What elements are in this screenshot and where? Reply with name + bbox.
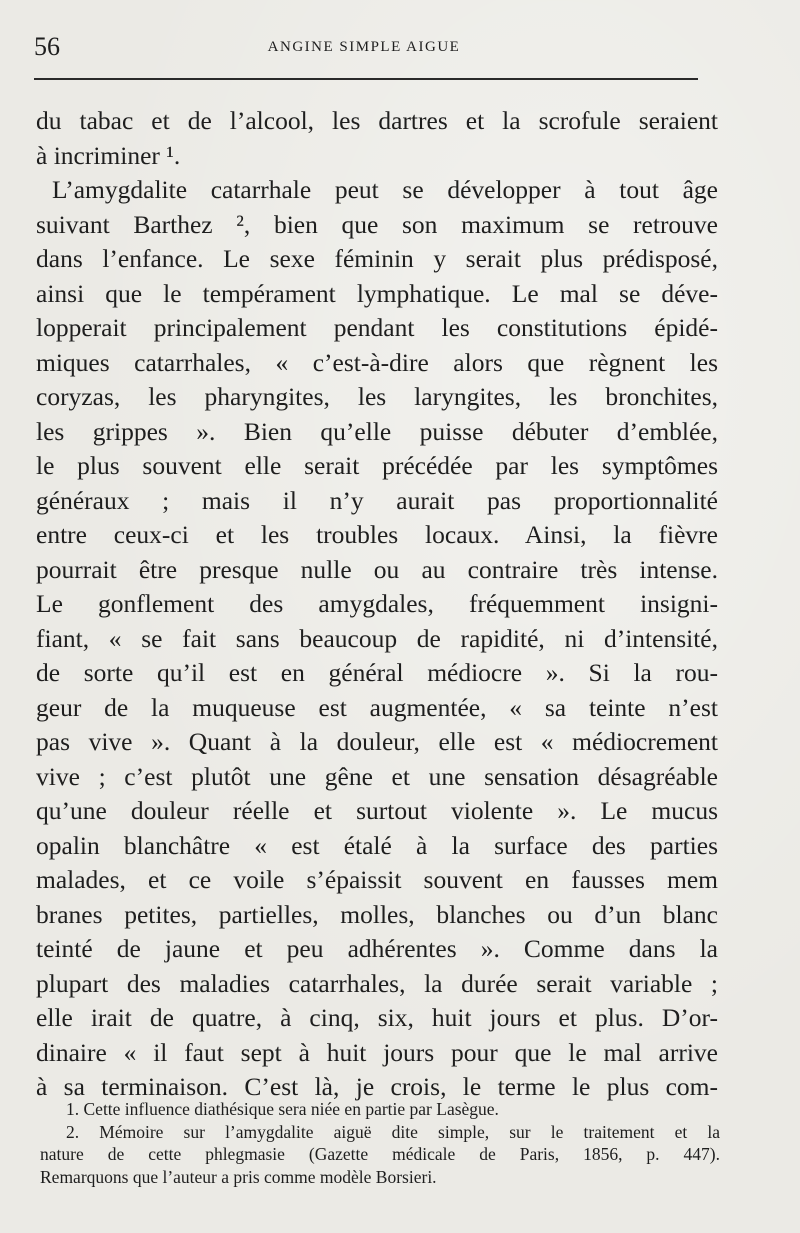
text-line: ainsi que le tempérament lymphatique. Le mal se déve- [36,278,718,308]
text-line: lopperait principalement pendant les constitutions épidé- [36,313,718,342]
header-rule [34,78,698,80]
text-line: geur de la muqueuse est augmentée, « sa teinte n’est [36,692,718,722]
footnote-2-continued: nature de cette phlegmasie (Gazette médicale de Paris, 1856, p. 447). [40,1144,720,1164]
text-line: miques catarrhales, « c’est-à-dire alors que règnent les [36,347,718,377]
running-title: ANGINE SIMPLE AIGUE [267,39,461,55]
footnote-2-continued: Remarquons que l’auteur a pris comme modèle Borsieri. [40,1166,437,1187]
text-line: dans l’enfance. Le sexe féminin y serait plus prédisposé, [36,244,718,273]
text-line: branes petites, partielles, molles, blanches ou d’un blanc [36,899,718,929]
body-text [36,104,718,1105]
text-line: teinté de jaune et peu adhérentes ». Comme dans la [36,934,718,963]
footnote-1: 1. Cette influence diathésique sera niée en partie par Lasègue. [66,1099,499,1119]
text-line: suivant Barthez ², bien que son maximum se retrouve [36,209,718,239]
text-line: de sorte qu’il est en général médiocre ». Si la rou- [36,658,718,687]
text-line: à incriminer ¹. [36,140,181,170]
text-line: coryzas, les pharyngites, les laryngites, les bronchites, [36,382,718,411]
text-line: qu’une douleur réelle et surtout violente ». Le mucus [36,796,718,825]
text-line: dinaire « il faut sept à huit jours pour que le mal arrive [36,1037,718,1067]
text-line: plupart des maladies catarrhales, la durée serait variable ; [36,968,718,998]
text-line: généraux ; mais il n’y aurait pas proportionnalité [36,485,718,515]
footnote-2: 2. Mémoire sur l’amygdalite aiguë dite simple, sur le traitement et la [66,1121,720,1142]
text-line: vive ; c’est plutôt une gêne et une sensation désagréable [36,761,718,791]
text-line: L’amygdalite catarrhale peut se développer à tout âge [52,175,718,204]
footnotes [40,1098,720,1188]
running-head [34,30,694,64]
text-line: les grippes ». Bien qu’elle puisse débuter d’emblée, [36,416,718,446]
text-line: elle irait de quatre, à cinq, six, huit jours et plus. D’or- [36,1003,718,1032]
text-line: du tabac et de l’alcool, les dartres et la scrofule seraient [36,106,718,135]
text-line: pourrait être presque nulle ou au contraire très intense. [36,554,718,584]
page-number: 56 [34,32,60,61]
text-line: à sa terminaison. C’est là, je crois, le terme le plus com- [36,1072,718,1101]
text-line: malades, et ce voile s’épaissit souvent en fausses mem [36,865,718,894]
text-line: fiant, « se fait sans beaucoup de rapidité, ni d’intensité, [36,623,718,653]
text-line: Le gonflement des amygdales, fréquemment insigni- [36,589,718,618]
text-line: pas vive ». Quant à la douleur, elle est « médiocrement [36,727,718,756]
text-line: entre ceux-ci et les troubles locaux. Ainsi, la fièvre [36,520,718,549]
text-line: le plus souvent elle serait précédée par les symptômes [36,451,718,480]
text-line: opalin blanchâtre « est étalé à la surface des parties [36,830,718,860]
